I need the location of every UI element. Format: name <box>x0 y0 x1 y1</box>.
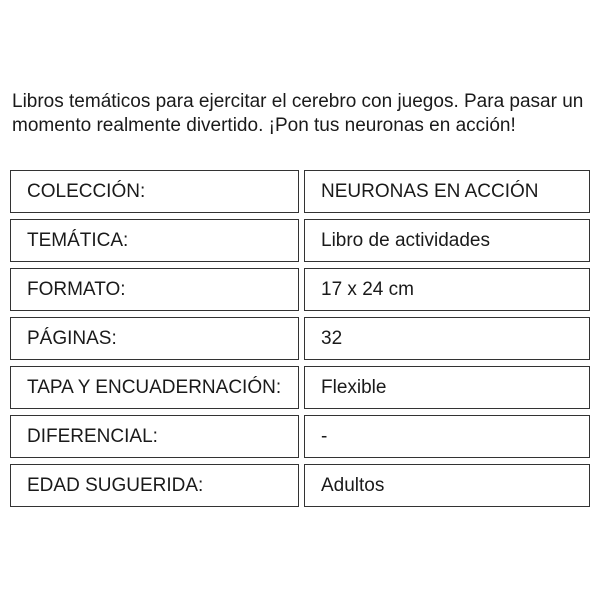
spec-row-diferencial <box>10 415 590 458</box>
product-description: Libros temáticos para ejercitar el cerebro con juegos. Para pasar un momento realmente divertido. ¡Pon tus neuronas en acción! <box>12 91 584 136</box>
spec-value: - <box>304 415 590 458</box>
spec-value: NEURONAS EN ACCIÓN <box>304 170 590 213</box>
spec-table <box>10 170 590 513</box>
spec-row-paginas <box>10 317 590 360</box>
spec-label: TEMÁTICA: <box>10 219 299 262</box>
spec-label: PÁGINAS: <box>10 317 299 360</box>
spec-value: 32 <box>304 317 590 360</box>
spec-label: TAPA Y ENCUADERNACIÓN: <box>10 366 299 409</box>
spec-label: COLECCIÓN: <box>10 170 299 213</box>
spec-label: FORMATO: <box>10 268 299 311</box>
spec-label: DIFERENCIAL: <box>10 415 299 458</box>
spec-row-formato <box>10 268 590 311</box>
spec-row-tapa <box>10 366 590 409</box>
spec-row-coleccion <box>10 170 590 213</box>
spec-row-tematica <box>10 219 590 262</box>
spec-value: Flexible <box>304 366 590 409</box>
spec-value: 17 x 24 cm <box>304 268 590 311</box>
spec-value: Libro de actividades <box>304 219 590 262</box>
spec-value: Adultos <box>304 464 590 507</box>
spec-label: EDAD SUGUERIDA: <box>10 464 299 507</box>
spec-row-edad <box>10 464 590 507</box>
